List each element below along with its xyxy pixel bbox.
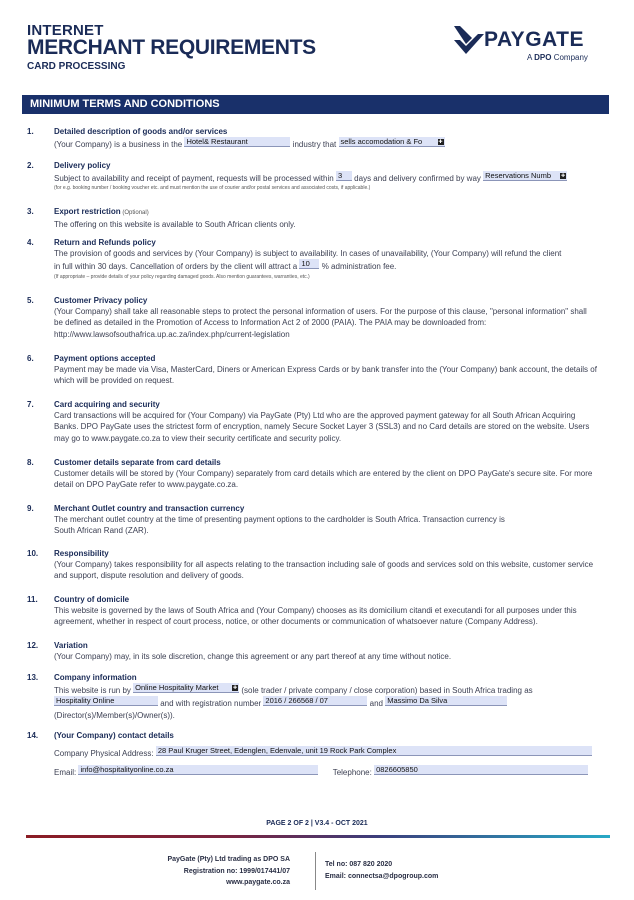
clause-text: (sole trader / private company / close corporation) based in South Africa trading as bbox=[241, 686, 533, 696]
clause-14 bbox=[27, 730, 597, 779]
clause-text: (Your Company) shall take all reasonable steps to protect the personal information of users. For the purpose of this clause, "personal information" shall be defined as detailed in the Promotion of Access to Information Act 2 of 2000 (PAIA). The PAIA may be downloaded from: http://www.lawsofsouthafrica.up.ac.za/index.php/current-legislation bbox=[54, 307, 587, 339]
clause-12 bbox=[27, 640, 597, 662]
clause-3 bbox=[27, 206, 597, 230]
clause-10 bbox=[27, 548, 597, 582]
clause-number: 12. bbox=[27, 641, 39, 650]
registration-number-field[interactable]: 2016 / 266568 / 07 bbox=[263, 696, 367, 706]
clause-title: Export restriction bbox=[54, 207, 121, 216]
section-heading-bar: MINIMUM TERMS AND CONDITIONS bbox=[22, 95, 609, 114]
clause-2 bbox=[27, 160, 597, 192]
clause-text: Payment may be made via Visa, MasterCard, Diners or American Express Cards or by bank transfer into the (Your Company) bank account, the details of which will be provided on request. bbox=[54, 365, 597, 386]
trading-name-field[interactable]: Hospitality Online bbox=[54, 696, 158, 706]
physical-address-field[interactable]: 28 Paul Kruger Street, Edenglen, Edenvale, unit 19 Rock Park Complex bbox=[156, 746, 592, 756]
clause-number: 6. bbox=[27, 354, 34, 363]
clause-8 bbox=[27, 457, 597, 491]
clause-title: Merchant Outlet country and transaction currency bbox=[54, 504, 245, 513]
dropdown-icon[interactable]: ✚ bbox=[233, 685, 238, 692]
clause-5 bbox=[27, 295, 597, 340]
business-description-field[interactable]: sells accomodation & Fo ✚ bbox=[340, 137, 443, 147]
clause-text: The offering on this website is available to South African clients only. bbox=[54, 220, 296, 230]
clause-text: and bbox=[369, 699, 384, 709]
clause-7 bbox=[27, 399, 597, 444]
director-name-field[interactable]: Massimo Da Silva bbox=[385, 696, 507, 706]
clause-text: South African Rand (ZAR). bbox=[54, 526, 149, 536]
clause-11 bbox=[27, 594, 597, 628]
clause-title: Delivery policy bbox=[54, 161, 111, 170]
dropdown-icon[interactable]: ✚ bbox=[438, 139, 443, 146]
clause-text: industry that bbox=[292, 140, 337, 150]
clause-text: The provision of goods and services by (Your Company) is subject to availability. In cases of unavailability, (Your Company) will refund the client bbox=[54, 249, 562, 259]
clause-text: % administration fee. bbox=[321, 262, 397, 272]
clause-text: (Your Company) is a business in the bbox=[54, 140, 183, 150]
clause-6 bbox=[27, 353, 597, 387]
footer-line: Registration no: 1999/017441/07 bbox=[183, 867, 290, 875]
telephone-label: Telephone: bbox=[332, 768, 372, 778]
clause-text: Customer details will be stored by (Your Company) separately from card details which are entered by the client on DPO PayGate's secure site. For more detail on DPO PayGate refer to www.paygate.co.za. bbox=[54, 469, 593, 490]
clause-title: Company information bbox=[54, 673, 137, 682]
footer-line: PayGate (Pty) Ltd trading as DPO SA bbox=[167, 856, 290, 863]
header-internet: INTERNET bbox=[27, 22, 104, 39]
delivery-confirmation-field[interactable]: Reservations Numb ✚ bbox=[485, 171, 566, 181]
footer-separator bbox=[315, 852, 316, 890]
clause-text: (Director(s)/Member(s)/Owner(s)). bbox=[54, 710, 175, 720]
clause-text: and with registration number bbox=[160, 699, 262, 709]
footer-contact bbox=[325, 859, 438, 883]
clause-number: 7. bbox=[27, 400, 34, 409]
clause-13 bbox=[27, 672, 597, 721]
clause-title: Detailed description of goods and/or services bbox=[54, 127, 228, 136]
clause-note: (If appropriate – provide details of your policy regarding damaged goods. Also mention guarantees, warranties, etc.) bbox=[54, 273, 310, 280]
telephone-field[interactable]: 0826605850 bbox=[374, 765, 588, 775]
email-label: Email: bbox=[54, 768, 77, 778]
clause-number: 2. bbox=[27, 161, 34, 170]
clause-title: Variation bbox=[54, 641, 88, 650]
optional-label: (Optional) bbox=[120, 210, 149, 216]
industry-field[interactable]: Hotel& Restaurant bbox=[184, 137, 290, 147]
clause-note: (for e.g. booking number / booking voucher etc. and must mention the use of courier and/or postal services and associated costs, if applicable.) bbox=[54, 185, 371, 192]
clause-number: 10. bbox=[27, 549, 39, 558]
clause-text: (Your Company) takes responsibility for all aspects relating to the transaction including sale of goods and services sold on this website, customer service and support, dispute resolution and delivery of goods. bbox=[54, 560, 594, 581]
footer-company bbox=[150, 854, 290, 889]
page-number: PAGE 2 OF 2 | V3.4 - OCT 2021 bbox=[266, 820, 368, 827]
clause-title: Responsibility bbox=[54, 549, 109, 558]
clause-9 bbox=[27, 503, 597, 537]
clause-text: days and delivery confirmed by way bbox=[354, 174, 481, 184]
clause-title: (Your Company) contact details bbox=[54, 731, 174, 740]
clause-1 bbox=[27, 126, 597, 150]
brand-name: PAYGATE bbox=[484, 28, 584, 51]
clause-text: This website is governed by the laws of South Africa and (Your Company) chooses as its domicilium citandi et executandi for all purposes under this agreement, whether in respect of court process, notice, or other documents or communication of whatsoever nature (Company Address). bbox=[54, 606, 577, 627]
clause-text: Subject to availability and receipt of payment, requests will be processed within bbox=[54, 174, 334, 184]
admin-fee-field[interactable]: 10 bbox=[299, 259, 319, 269]
clause-title: Customer details separate from card details bbox=[54, 458, 221, 467]
dropdown-icon[interactable]: ✚ bbox=[561, 173, 566, 180]
clause-number: 4. bbox=[27, 238, 34, 247]
email-field[interactable]: info@hospitalityonline.co.za bbox=[78, 765, 318, 775]
clause-number: 13. bbox=[27, 673, 39, 682]
clause-number: 14. bbox=[27, 731, 39, 740]
clause-text: The merchant outlet country at the time of presenting payment options to the cardholder is South Africa. Transaction currency is bbox=[54, 515, 505, 525]
clause-title: Customer Privacy policy bbox=[54, 296, 148, 305]
footer-line: Tel no: 087 820 2020 bbox=[325, 861, 393, 868]
clause-title: Return and Refunds policy bbox=[54, 238, 156, 247]
clause-number: 11. bbox=[27, 595, 38, 604]
clause-title: Card acquiring and security bbox=[54, 400, 160, 409]
clause-title: Country of domicile bbox=[54, 595, 130, 604]
clause-text: This website is run by bbox=[54, 686, 131, 696]
footer-email-link[interactable]: Email: connectsa@dpogroup.com bbox=[325, 873, 439, 880]
clause-number: 3. bbox=[27, 207, 34, 216]
clause-number: 9. bbox=[27, 504, 34, 513]
processing-days-field[interactable]: 3 bbox=[336, 171, 352, 181]
footer-website-link[interactable]: www.paygate.co.za bbox=[226, 879, 290, 886]
footer-divider bbox=[26, 835, 610, 838]
clause-number: 8. bbox=[27, 458, 34, 467]
clause-number: 5. bbox=[27, 296, 34, 305]
clause-4 bbox=[27, 237, 597, 281]
clause-title: Payment options accepted bbox=[54, 354, 156, 363]
clause-text: in full within 30 days. Cancellation of orders by the client will attract a bbox=[54, 262, 298, 272]
clause-text: Card transactions will be acquired for (Your Company) via PayGate (Pty) Ltd who are the approved payment gateway for all South African Acquiring Banks. DPO PayGate uses the strictest form of encryption, namely Secure Socket Layer 3 (SSL3) and no Card details are stored on the website. Users may go to www.paygate.co.za to view their security certificate and security policy. bbox=[54, 411, 590, 443]
clause-number: 1. bbox=[27, 127, 34, 136]
brand-subtitle: A DPO Company bbox=[527, 53, 588, 62]
company-name-field[interactable]: Online Hospitality Market ✚ bbox=[135, 683, 238, 693]
page-title: MERCHANT REQUIREMENTS bbox=[27, 36, 316, 59]
clause-text: (Your Company) may, in its sole discretion, change this agreement or any part thereof at any time without notice. bbox=[54, 652, 452, 662]
address-label: Company Physical Address: bbox=[54, 749, 154, 759]
header-subtitle: CARD PROCESSING bbox=[27, 61, 126, 72]
